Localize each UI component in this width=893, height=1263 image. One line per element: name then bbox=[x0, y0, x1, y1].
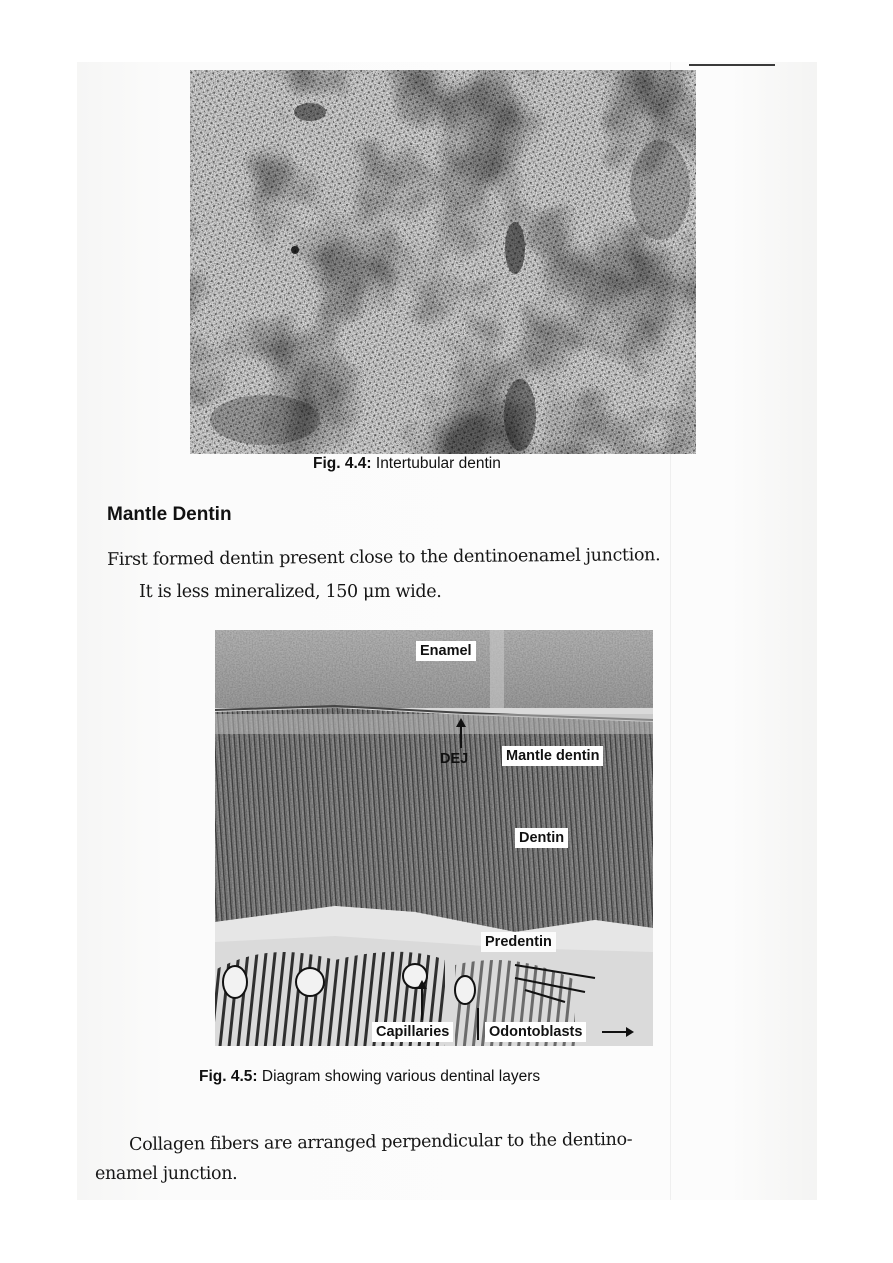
intertubular-dentin-micrograph bbox=[190, 70, 696, 454]
figure-4-4-caption-number: Fig. 4.4: bbox=[313, 455, 372, 472]
figure-4-5-caption-text: Diagram showing various dentinal layers bbox=[257, 1068, 541, 1085]
figure-4-4-caption-text: Intertubular dentin bbox=[371, 455, 501, 472]
figure-4-5-caption bbox=[199, 1068, 540, 1086]
dentinal-layers-texture bbox=[215, 630, 653, 1046]
label-capillaries: Capillaries bbox=[372, 1022, 453, 1042]
label-predentin: Predentin bbox=[481, 932, 556, 952]
micrograph-texture bbox=[190, 70, 696, 454]
section-heading: Mantle Dentin bbox=[107, 504, 232, 525]
label-odontoblasts: Odontoblasts bbox=[485, 1022, 586, 1042]
section-paragraph-line-1: First formed dentin present close to the dentinoenamel junction. bbox=[107, 545, 661, 570]
dentinal-layers-micrograph bbox=[215, 630, 653, 1046]
book-page bbox=[77, 62, 817, 1200]
closing-paragraph-line-2: enamel junction. bbox=[95, 1164, 238, 1184]
figure-4-5-caption-number: Fig. 4.5: bbox=[199, 1068, 258, 1085]
section-paragraph-line-2: It is less mineralized, 150 μm wide. bbox=[139, 582, 442, 602]
label-dentin: Dentin bbox=[515, 828, 568, 848]
figure-4-4-caption bbox=[313, 455, 501, 473]
label-enamel: Enamel bbox=[416, 641, 476, 661]
top-rule bbox=[689, 64, 775, 66]
label-mantle-dentin: Mantle dentin bbox=[502, 746, 603, 766]
arrow-right-icon bbox=[602, 1031, 628, 1033]
label-dej: DEJ bbox=[440, 751, 469, 767]
closing-paragraph-line-1: Collagen fibers are arranged perpendicular to the dentino- bbox=[129, 1129, 633, 1155]
